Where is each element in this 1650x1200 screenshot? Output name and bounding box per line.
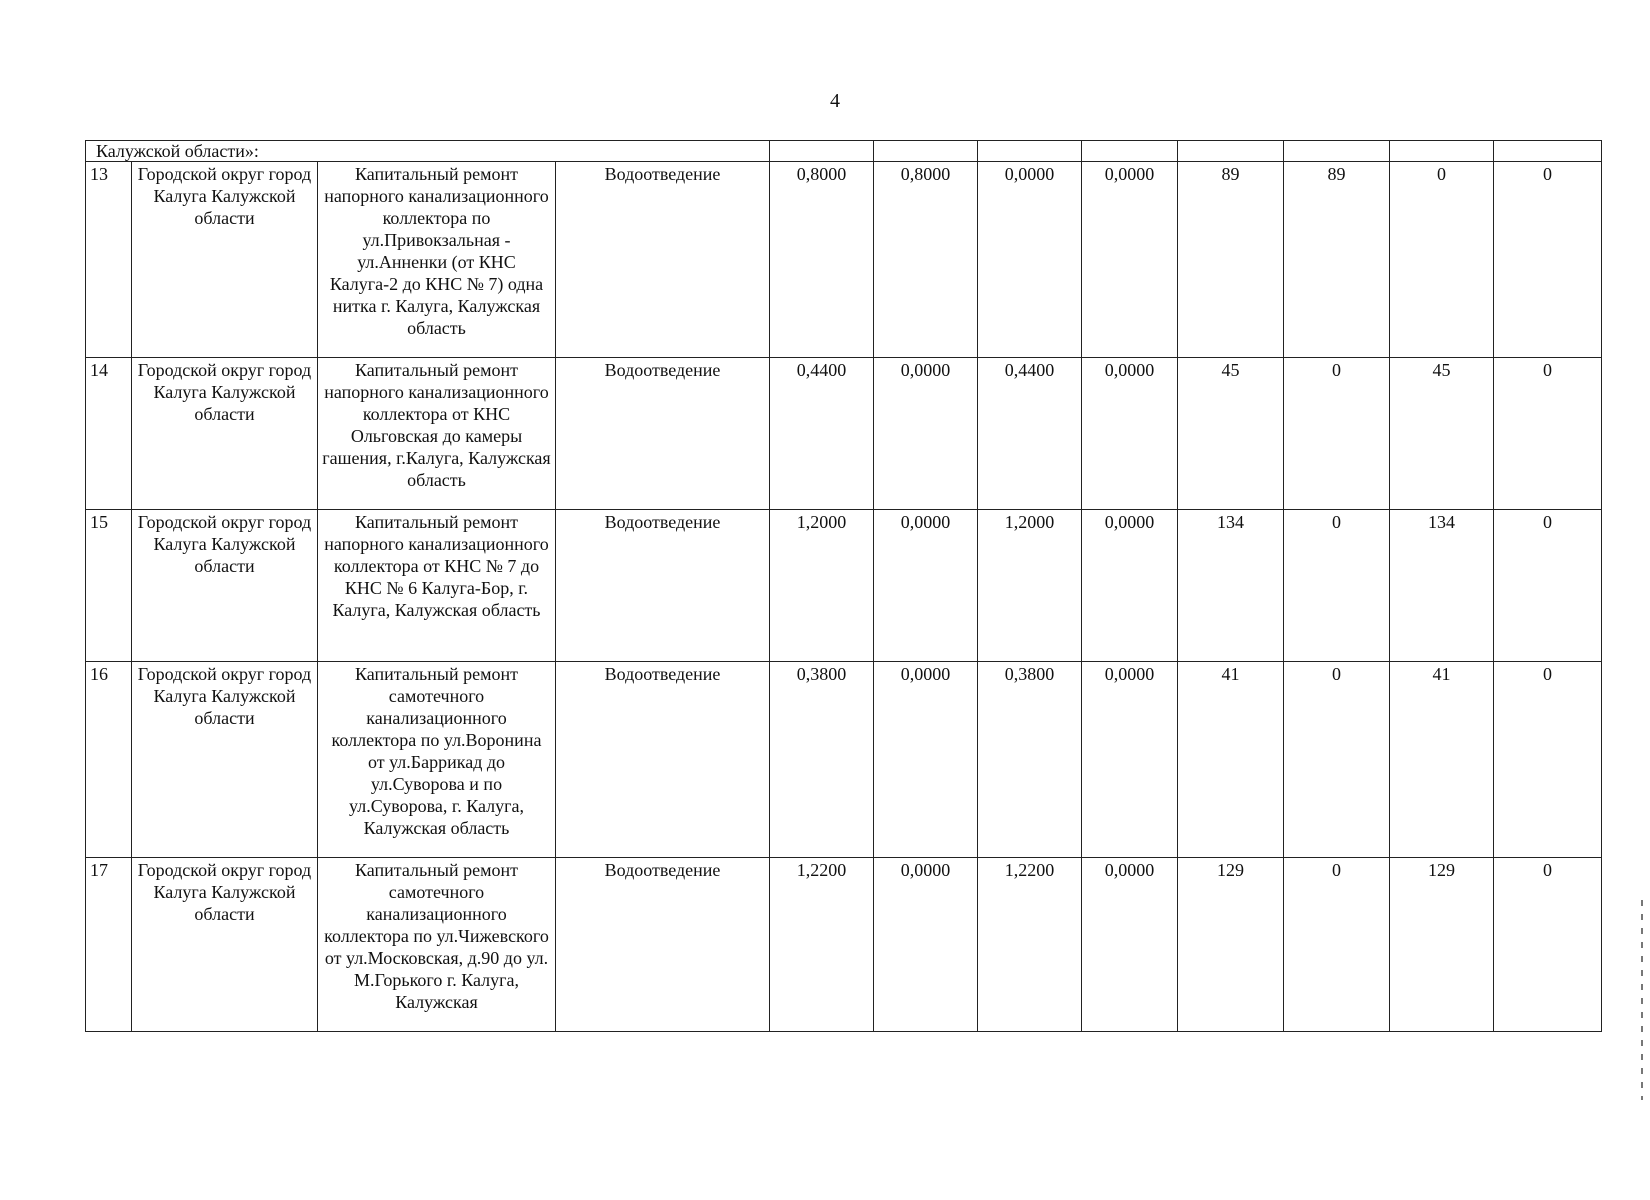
- value-cell: 0,0000: [1082, 510, 1178, 662]
- table-cell: [1390, 141, 1494, 162]
- page-number: 4: [830, 90, 840, 112]
- works-table: [85, 140, 1602, 1032]
- value-cell: 0,0000: [978, 162, 1082, 358]
- value-cell: 0,0000: [874, 510, 978, 662]
- count-cell: 0: [1390, 162, 1494, 358]
- count-cell: 129: [1178, 858, 1284, 1032]
- value-cell: 0,0000: [874, 662, 978, 858]
- count-cell: 89: [1284, 162, 1390, 358]
- municipality-cell: Городской округ город Калуга Калужской области: [132, 162, 318, 358]
- count-cell: 134: [1178, 510, 1284, 662]
- count-cell: 0: [1284, 858, 1390, 1032]
- value-cell: 0,0000: [1082, 858, 1178, 1032]
- service-type-cell: Водоотведение: [556, 858, 770, 1032]
- description-cell: Капитальный ремонт напорного канализационного коллектора от КНС Ольговская до камеры гашения, г.Калуга, Калужская область: [318, 358, 556, 510]
- count-cell: 0: [1284, 358, 1390, 510]
- description-cell: Капитальный ремонт самотечного канализационного коллектора по ул.Чижевского от ул.Московская, д.90 до ул. М.Горького г. Калуга, Калужская: [318, 858, 556, 1032]
- municipality-cell: Городской округ город Калуга Калужской области: [132, 662, 318, 858]
- municipality-cell: Городской округ город Калуга Калужской области: [132, 858, 318, 1032]
- value-cell: 0,8000: [770, 162, 874, 358]
- municipality-cell: Городской округ город Калуга Калужской области: [132, 510, 318, 662]
- count-cell: 0: [1494, 858, 1602, 1032]
- table-cell: [770, 141, 874, 162]
- value-cell: 0,4400: [978, 358, 1082, 510]
- table-row: [86, 162, 1602, 358]
- count-cell: 0: [1284, 510, 1390, 662]
- table-cell: [1494, 141, 1602, 162]
- table-cell: [978, 141, 1082, 162]
- count-cell: 0: [1494, 510, 1602, 662]
- value-cell: 1,2000: [978, 510, 1082, 662]
- table-cell: [1082, 141, 1178, 162]
- value-cell: 0,8000: [874, 162, 978, 358]
- row-number: 16: [86, 662, 132, 858]
- municipality-cell: Городской округ город Калуга Калужской области: [132, 358, 318, 510]
- value-cell: 0,0000: [874, 358, 978, 510]
- table-row: [86, 858, 1602, 1032]
- description-cell: Капитальный ремонт самотечного канализационного коллектора по ул.Воронина от ул.Баррикад до ул.Суворова и по ул.Суворова, г. Калуга, Калужская область: [318, 662, 556, 858]
- service-type-cell: Водоотведение: [556, 662, 770, 858]
- count-cell: 0: [1284, 662, 1390, 858]
- service-type-cell: Водоотведение: [556, 358, 770, 510]
- table-cell: [1178, 141, 1284, 162]
- table-cell: [874, 141, 978, 162]
- count-cell: 45: [1178, 358, 1284, 510]
- value-cell: 0,0000: [874, 858, 978, 1032]
- continuation-text: Калужской области»:: [86, 141, 770, 162]
- count-cell: 89: [1178, 162, 1284, 358]
- value-cell: 0,0000: [1082, 358, 1178, 510]
- table-cell: [1284, 141, 1390, 162]
- count-cell: 45: [1390, 358, 1494, 510]
- description-cell: Капитальный ремонт напорного канализационного коллектора от КНС № 7 до КНС № 6 Калуга-Бор, г. Калуга, Калужская область: [318, 510, 556, 662]
- value-cell: 1,2200: [770, 858, 874, 1032]
- service-type-cell: Водоотведение: [556, 162, 770, 358]
- value-cell: 0,3800: [770, 662, 874, 858]
- value-cell: 0,0000: [1082, 162, 1178, 358]
- value-cell: 0,0000: [1082, 662, 1178, 858]
- count-cell: 0: [1494, 662, 1602, 858]
- count-cell: 0: [1494, 358, 1602, 510]
- table-row: [86, 510, 1602, 662]
- count-cell: 0: [1494, 162, 1602, 358]
- value-cell: 1,2200: [978, 858, 1082, 1032]
- table-row: [86, 662, 1602, 858]
- continuation-row: [86, 141, 1602, 162]
- count-cell: 41: [1178, 662, 1284, 858]
- value-cell: 0,3800: [978, 662, 1082, 858]
- row-number: 14: [86, 358, 132, 510]
- description-cell: Капитальный ремонт напорного канализационного коллектора по ул.Привокзальная - ул.Анненки (от КНС Калуга-2 до КНС № 7) одна нитка г. Калуга, Калужская область: [318, 162, 556, 358]
- value-cell: 0,4400: [770, 358, 874, 510]
- value-cell: 1,2000: [770, 510, 874, 662]
- row-number: 15: [86, 510, 132, 662]
- count-cell: 41: [1390, 662, 1494, 858]
- row-number: 17: [86, 858, 132, 1032]
- table-row: [86, 358, 1602, 510]
- service-type-cell: Водоотведение: [556, 510, 770, 662]
- row-number: 13: [86, 162, 132, 358]
- count-cell: 134: [1390, 510, 1494, 662]
- count-cell: 129: [1390, 858, 1494, 1032]
- scan-edge-marks: [1641, 900, 1643, 1100]
